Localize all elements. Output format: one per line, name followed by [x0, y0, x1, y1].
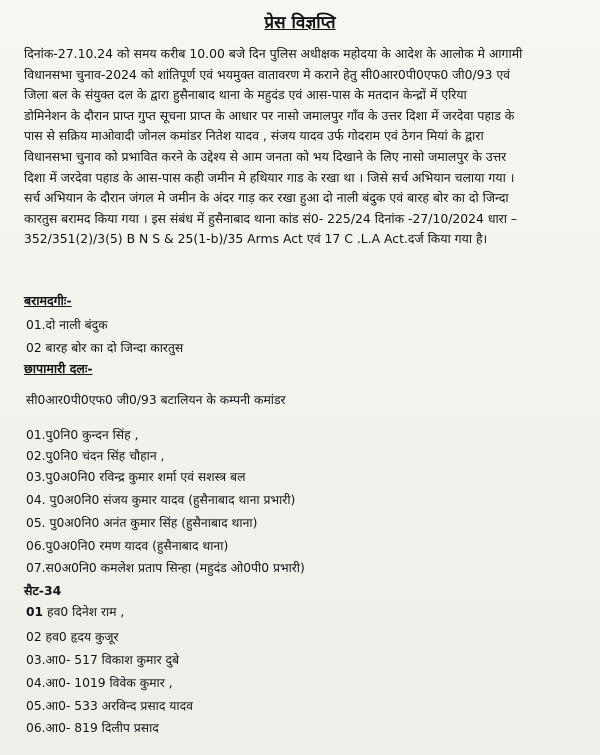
paragraph-line: दिशा में जरदेवा पहाड के आस-पास कही जमीन मे हथियार गाड के रखा था । जिसे सर्च अभियान चलाया गया ।	[24, 169, 515, 185]
raid-team-heading: छापामारी दलः-	[24, 361, 93, 376]
raid-team-member: 06.पु0अ0नि0 रमण यादव (हुसैनाबाद थाना)	[26, 539, 229, 553]
sat34-member	[26, 603, 124, 620]
paragraph-line: जिला बल के संयुक्त दल के द्वारा हुसैनाबाद थाना के महुदंड एवं आस-पास के मतदान केन्द्रों में एरिया	[24, 87, 467, 103]
sat34-first-name: हव0 दिनेश राम ,	[43, 605, 125, 619]
raid-team-member: 01.पु0नि0 कुन्दन सिंह ,	[26, 428, 139, 442]
paragraph-line: कारतुस बरामद किया गया । इस संबंध में हुसैनाबाद थाना कांड सं0- 225/24 दिनांक -27/10/2024 धारा –	[24, 210, 518, 226]
raid-team-member: 07.स0अ0नि0 कमलेश प्रताप सिन्हा (महुदंड ओ0पी0 प्रभारी)	[26, 561, 305, 575]
sat34-member: 03.आ0- 517 विकाश कुमार दुबे	[26, 653, 180, 667]
sat34-member: 05.आ0- 533 अरविन्द प्रसाद यादव	[26, 699, 193, 713]
raid-team-commander: सी0आर0पी0एफ0 जी0/93 बटालियन के कम्पनी कमांडर	[26, 393, 286, 407]
raid-team-member: 03.पु0अ0नि0 रविन्द्र कुमार शर्मा एवं सशस्त्र बल	[26, 470, 246, 484]
paragraph-line: 352/351(2)/3(5) B N S & 25(1-b)/35 Arms Act एवं 17 C .L.A Act.दर्ज किया गया है।	[24, 231, 488, 247]
recovery-item: 01.दो नाली बंदुक	[26, 318, 108, 332]
paragraph-line: सर्च अभियान के दौरान जंगल मे जमीन के अंदर गाड़ कर रखा हुआ दो नाली बंदुक एवं बारह बोर का दो जिन्दा	[24, 190, 509, 206]
sat34-member: 02 हव0 हृदय कुजूर	[26, 630, 119, 644]
paragraph-line: दिनांक-27.10.24 को समय करीब 10.00 बजे दिन पुलिस अधीक्षक महोदया के आदेश के आलोक मे आगामी	[24, 46, 523, 61]
page-title: प्रेस विज्ञप्ति	[264, 13, 336, 33]
raid-team-member: 04. पु0अ0नि0 संजय कुमार यादव (हुसैनाबाद थाना प्रभारी)	[26, 493, 296, 507]
sat34-member: 06.आ0- 819 दिलीप प्रसाद	[26, 721, 159, 735]
paragraph-line: पास से सक्रिय माओवादी जोनल कमांडर नितेश यादव , संजय यादव उर्फ गोदराम एवं ठेगन मियां के द्वारा	[24, 128, 484, 144]
sat34-member: 04.आ0- 1019 विवेक कुमार ,	[26, 676, 173, 690]
paragraph-line: विधानसभा चुनाव को प्रभावित करने के उद्देश्य से आम जनता को भय दिखाने के लिए नासो जमालपुर के उत्तर	[24, 148, 507, 164]
sat34-heading: सैट-34	[24, 583, 62, 598]
recovery-heading: बरामदगीः-	[24, 293, 72, 308]
raid-team-member: 05. पु0अ0नि0 अनंत कुमार सिंह (हुसैनाबाद थाना)	[26, 516, 258, 530]
recovery-item: 02 बारह बोर का दो जिन्दा कारतुस	[26, 341, 184, 355]
raid-team-member: 02.पु0नि0 चंदन सिंह चौहान ,	[26, 449, 165, 463]
sat34-first-number: 01	[26, 605, 44, 619]
body-paragraph	[24, 44, 586, 250]
paragraph-line: डोमिनेशन के दौरान प्राप्त गुप्त सूचना प्राप्त के आधार पर नासो जमालपुर गाँव के उत्तर दिशा में जरदेवा पहाड के	[24, 107, 515, 123]
paragraph-line: विधानसभा चुनाव-2024 को शांतिपूर्ण एवं भयमुक्त वातावरण मे कराने हेतु सी0आर0पी0एफ0 जी0/93 एवं	[24, 66, 511, 82]
